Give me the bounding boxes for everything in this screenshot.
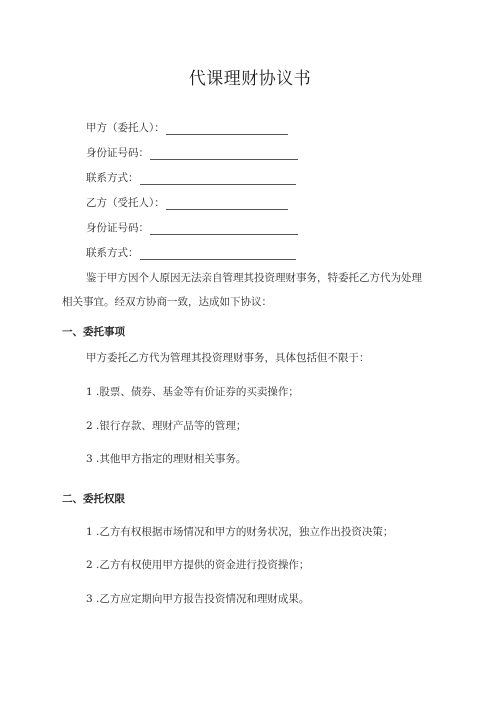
party-b-blank[interactable]	[166, 199, 288, 210]
party-a-id-blank[interactable]	[150, 149, 298, 160]
intro-line-2: 相关事宜。经双方协商一致，达成如下协议：	[62, 296, 272, 308]
party-a-contact-blank[interactable]	[140, 174, 296, 185]
section-1-lead: 甲方委托乙方代为管理其投资理财事务，具体包括但不限于：	[86, 352, 370, 364]
party-b-id-label: 身份证号码：	[86, 222, 149, 234]
party-a-id-label: 身份证号码：	[86, 147, 149, 159]
party-b-name-field	[86, 195, 288, 210]
section-1-item-2: 2 .银行存款、理财产品等的管理；	[86, 420, 247, 432]
section-1-item-1: 1 .股票、债券、基金等有价证券的买卖操作；	[86, 386, 299, 398]
party-b-contact-field	[86, 245, 296, 260]
party-a-name-field	[86, 120, 288, 135]
party-a-contact-label: 联系方式：	[86, 172, 139, 184]
party-a-id-field	[86, 145, 298, 160]
party-b-id-field	[86, 220, 298, 235]
section-2-heading: 二、委托权限	[62, 493, 125, 505]
intro-line-1: 鉴于甲方因个人原因无法亲自管理其投资理财事务，特委托乙方代为处理	[86, 272, 422, 284]
party-a-blank[interactable]	[166, 124, 288, 135]
section-2-item-3: 3 .乙方应定期向甲方报告投资情况和理财成果。	[86, 593, 310, 605]
party-a-label: 甲方（委托人）：	[86, 122, 165, 134]
party-b-label: 乙方（受托人）：	[86, 197, 165, 209]
party-b-id-blank[interactable]	[150, 224, 298, 235]
party-b-contact-blank[interactable]	[140, 249, 296, 260]
party-b-contact-label: 联系方式：	[86, 247, 139, 259]
section-2-item-1: 1 .乙方有权根据市场情况和甲方的财务状况，独立作出投资决策；	[86, 526, 394, 538]
section-1-item-3: 3 .其他甲方指定的理财相关事务。	[86, 453, 247, 465]
section-1-heading: 一、委托事项	[62, 326, 125, 338]
document-title: 代课理财协议书	[188, 69, 312, 89]
party-a-contact-field	[86, 170, 296, 185]
section-2-item-2: 2 .乙方有权使用甲方提供的资金进行投资操作；	[86, 559, 310, 571]
